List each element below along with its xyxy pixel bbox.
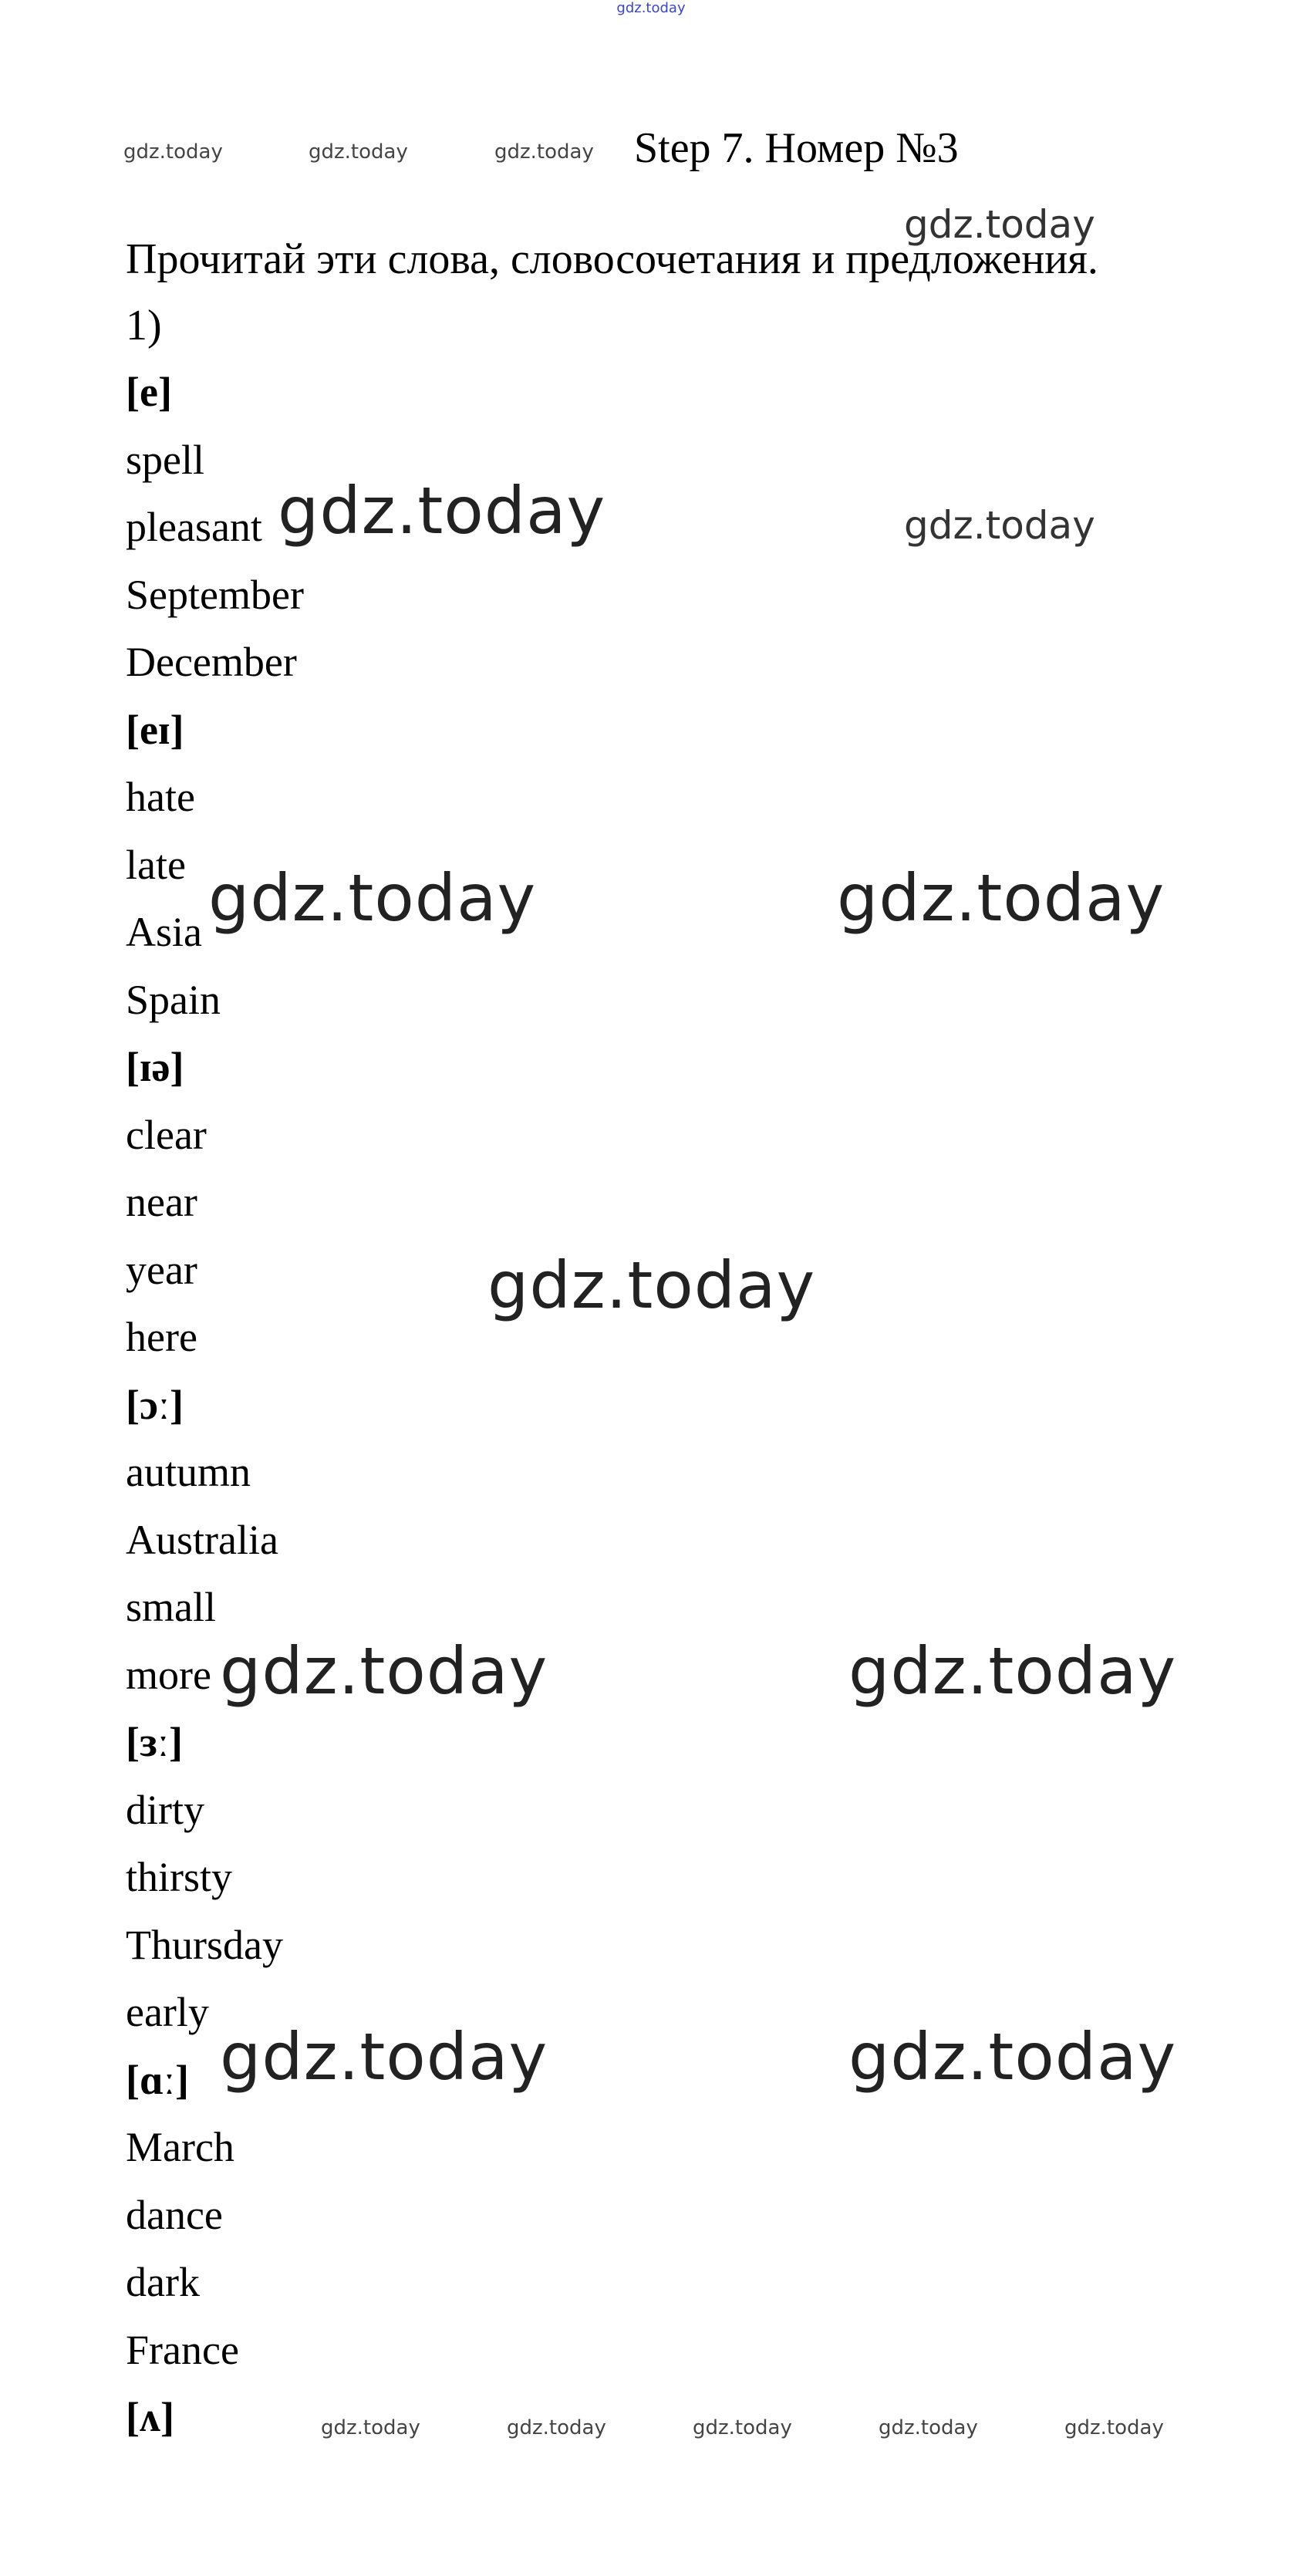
- watermark: gdz.today: [208, 860, 537, 936]
- word-item: thirsty: [126, 1854, 233, 1900]
- watermark: gdz.today: [1064, 2416, 1164, 2439]
- word-item: dark: [126, 2259, 200, 2305]
- word-item: dance: [126, 2191, 223, 2238]
- phonetic-heading: [ɑː]: [126, 2056, 190, 2103]
- page-title: Step 7. Номер №3: [634, 124, 959, 172]
- instruction-text: Прочитай эти слова, словосочетания и предложения.: [126, 235, 1098, 283]
- header-link[interactable]: gdz.today: [616, 0, 686, 16]
- word-item: March: [126, 2124, 234, 2170]
- phonetic-heading: [ɜː]: [126, 1719, 184, 1765]
- word-item: Australia: [126, 1516, 278, 1563]
- phonetic-heading: [eɪ]: [126, 706, 184, 753]
- word-item: autumn: [126, 1449, 251, 1495]
- watermark: gdz.today: [278, 473, 606, 549]
- watermark: gdz.today: [904, 503, 1095, 548]
- word-item: pleasant: [126, 504, 262, 550]
- word-item: Spain: [126, 976, 221, 1023]
- word-item: Asia: [126, 909, 202, 955]
- word-item: late: [126, 841, 186, 888]
- word-item: France: [126, 2326, 239, 2373]
- watermark: gdz.today: [220, 1633, 548, 1709]
- watermark: gdz.today: [904, 202, 1095, 247]
- watermark: gdz.today: [487, 1247, 816, 1323]
- watermark: gdz.today: [848, 2019, 1177, 2095]
- word-item: small: [126, 1584, 216, 1630]
- word-item: early: [126, 1989, 209, 2035]
- word-item: clear: [126, 1111, 207, 1158]
- phonetic-heading: [ɪə]: [126, 1044, 184, 1090]
- word-item: more: [126, 1651, 211, 1698]
- word-item: December: [126, 639, 297, 685]
- part-number: 1): [126, 302, 162, 349]
- word-item: here: [126, 1314, 197, 1360]
- word-list: [126, 369, 304, 2462]
- word-item: spell: [126, 436, 204, 483]
- watermark: gdz.today: [309, 140, 408, 164]
- word-item: year: [126, 1246, 197, 1293]
- watermark: gdz.today: [848, 1633, 1177, 1709]
- word-item: Thursday: [126, 1921, 283, 1968]
- watermark: gdz.today: [837, 860, 1165, 936]
- word-item: hate: [126, 774, 195, 820]
- watermark: gdz.today: [879, 2416, 978, 2439]
- watermark: gdz.today: [220, 2019, 548, 2095]
- watermark: gdz.today: [321, 2416, 420, 2439]
- word-item: near: [126, 1179, 197, 1225]
- watermark: gdz.today: [693, 2416, 792, 2439]
- word-item: dirty: [126, 1786, 204, 1833]
- phonetic-heading: [e]: [126, 369, 172, 415]
- watermark: gdz.today: [123, 140, 223, 164]
- word-item: September: [126, 571, 304, 618]
- watermark: gdz.today: [507, 2416, 606, 2439]
- phonetic-heading: [ɔː]: [126, 1381, 184, 1428]
- watermark: gdz.today: [494, 140, 594, 164]
- phonetic-heading: [ʌ]: [126, 2394, 174, 2440]
